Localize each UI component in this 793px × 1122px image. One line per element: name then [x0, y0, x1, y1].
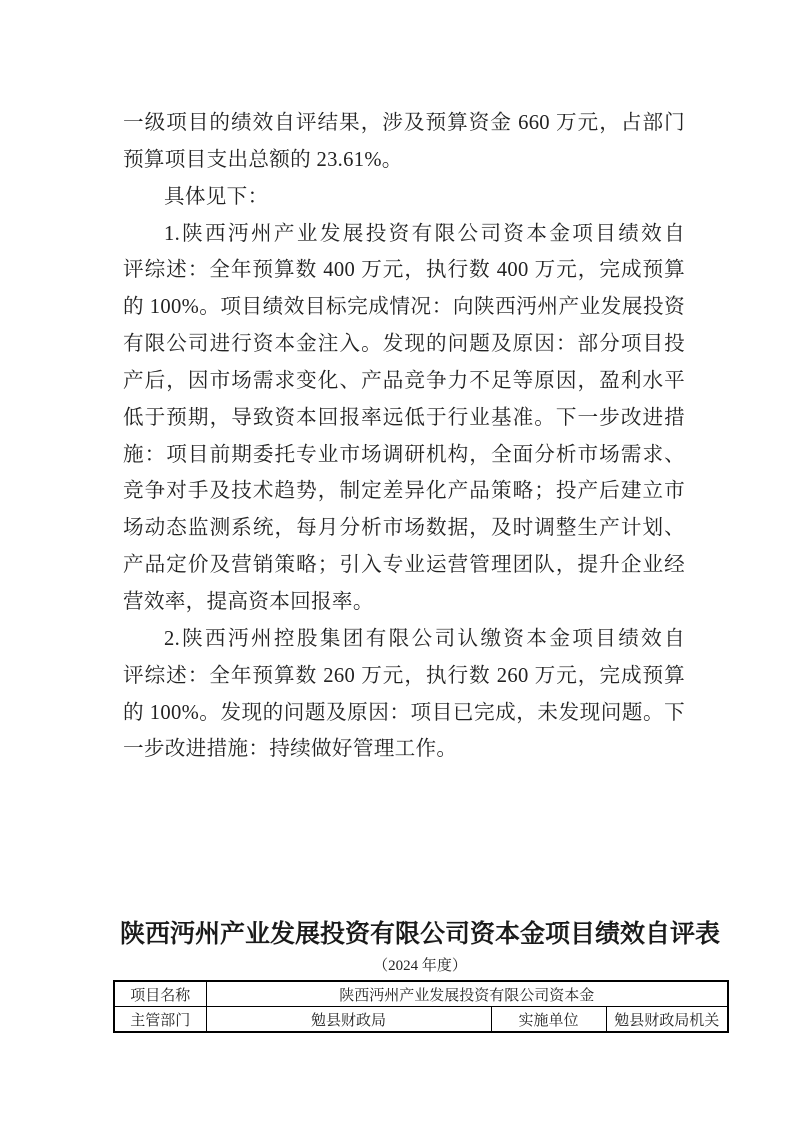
body-text-line: 2.陕西沔州控股集团有限公司认缴资本金项目绩效自	[164, 627, 685, 650]
body-text-line: 的 100%。项目绩效目标完成情况：向陕西沔州产业发展投资	[123, 296, 685, 319]
body-text-line: 具体见下：	[164, 185, 269, 208]
body-text-line: 预算项目支出总额的 23.61%。	[123, 148, 403, 171]
body-text-line: 产后，因市场需求变化、产品竞争力不足等原因，盈利水平	[123, 369, 685, 392]
body-text-line: 评综述：全年预算数 400 万元，执行数 400 万元，完成预算	[123, 259, 685, 282]
project-name-label: 项目名称	[114, 981, 206, 1007]
body-text-line: 一步改进措施：持续做好管理工作。	[123, 738, 458, 761]
body-text	[123, 105, 685, 768]
body-text-line: 产品定价及营销策略；引入专业运营管理团队，提升企业经	[123, 554, 685, 577]
supervising-dept-label: 主管部门	[114, 1007, 206, 1033]
implementing-unit-label: 实施单位	[491, 1007, 606, 1033]
table-row-departments	[114, 1007, 728, 1033]
report-title: 陕西沔州产业发展投资有限公司资本金项目绩效自评表	[119, 920, 720, 948]
implementing-unit-value: 勉县财政局机关	[606, 1007, 728, 1033]
body-text-line: 低于预期，导致资本回报率远低于行业基准。下一步改进措	[123, 406, 685, 429]
body-text-line: 有限公司进行资本金注入。发现的问题及原因：部分项目投	[123, 333, 685, 356]
body-text-line: 场动态监测系统，每月分析市场数据，及时调整生产计划、	[123, 517, 685, 540]
table-row-project-name	[114, 981, 728, 1007]
supervising-dept-value: 勉县财政局	[206, 1007, 491, 1033]
body-text-line: 竞争对手及技术趋势，制定差异化产品策略；投产后建立市	[123, 480, 685, 503]
body-text-line: 评综述：全年预算数 260 万元，执行数 260 万元，完成预算	[123, 664, 685, 687]
body-text-line: 一级项目的绩效自评结果，涉及预算资金 660 万元，占部门	[123, 112, 685, 134]
body-text-line: 施：项目前期委托专业市场调研机构，全面分析市场需求、	[123, 443, 685, 466]
body-text-line: 的 100%。发现的问题及原因：项目已完成，未发现问题。下	[123, 701, 685, 724]
project-name-value: 陕西沔州产业发展投资有限公司资本金	[206, 981, 728, 1007]
report-info-table	[113, 980, 729, 1033]
body-text-line: 营效率，提高资本回报率。	[123, 590, 374, 613]
report-period: （2024 年度）	[373, 958, 467, 974]
self-evaluation-report	[113, 919, 727, 1033]
body-text-line: 1.陕西沔州产业发展投资有限公司资本金项目绩效自	[164, 222, 685, 245]
